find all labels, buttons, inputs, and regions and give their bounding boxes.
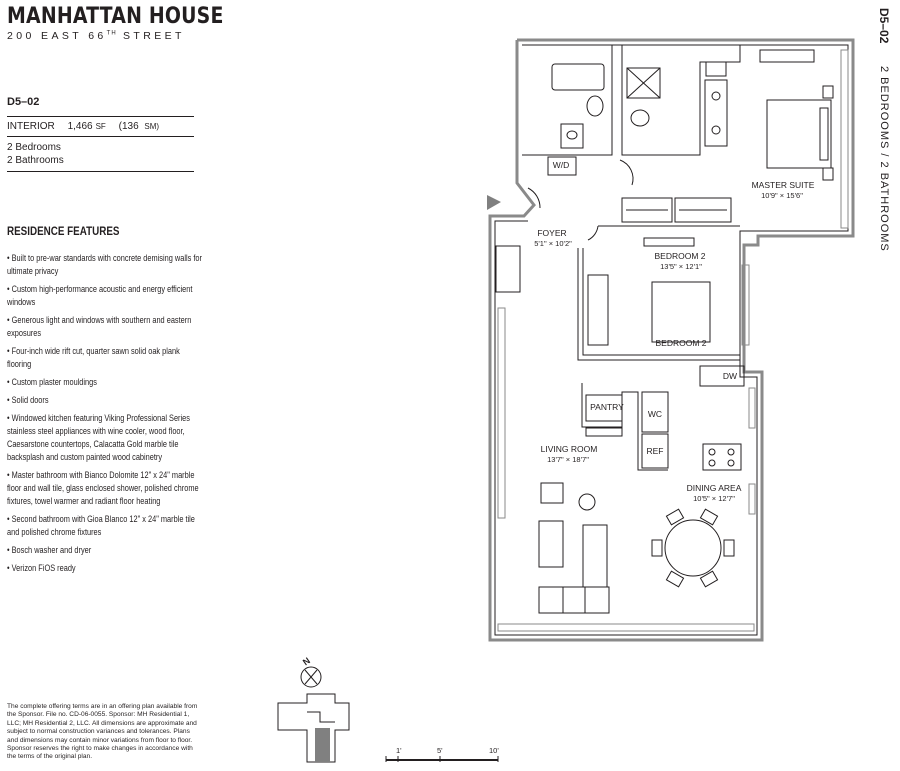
feature-item: • Second bathroom with Gioa Blanco 12" x 24" marble tile and polished chrome fixtures <box>7 514 195 537</box>
bedroom-count: 2 Bedrooms <box>7 142 61 153</box>
unit-code: D5–02 <box>7 96 40 108</box>
wine-cooler-label: WC <box>647 409 663 419</box>
armchair <box>541 483 563 503</box>
divider <box>7 136 194 137</box>
bedroom2-dims: 13'5" × 12'1" <box>660 262 702 271</box>
master-bed <box>760 50 833 180</box>
washer-dryer <box>548 157 576 175</box>
interior-sm-unit: SM) <box>144 122 160 131</box>
features-list <box>7 252 204 580</box>
key-plan <box>278 694 349 762</box>
window <box>498 624 754 631</box>
dishwasher-counter <box>700 366 744 386</box>
feature-item: • Built to pre-war standards with concrete demising walls for ultimate privacy <box>7 253 202 276</box>
closet <box>622 198 672 222</box>
feature-item: • Windowed kitchen featuring Viking Professional Series stainless steel appliances with wine cooler, wood floor, Caesarstone countertops, Calacatta Gold marble tile backsplash and custom painted wood cabinetry <box>7 413 190 462</box>
building-address <box>7 30 185 42</box>
door-swing <box>588 226 598 240</box>
scale-label-10: 10' <box>489 746 499 755</box>
compass <box>301 655 321 687</box>
dining-area-dims: 10'5" × 12'7" <box>693 494 735 503</box>
washer-dryer-label: W/D <box>552 160 570 170</box>
second-bathroom <box>522 45 612 175</box>
feature-item: • Custom high-performance acoustic and energy efficient windows <box>7 284 193 307</box>
legal-disclaimer: The complete offering terms are in an offering plan available from the Sponsor. File no. CD-06-0055. Sponsor: MH Residential 1, LLC; MH Residential 2, LLC. All dimensions are approximate and subject to normal construction variances and tolerances. Plans and dimensions may contain minor variations from floor to floor. Sponsor reserves the right to make changes in accordance with the terms of the original plan. <box>7 703 198 761</box>
double-vanity <box>705 80 727 146</box>
toilet <box>587 96 603 116</box>
master-suite-dims: 10'9" × 15'6" <box>761 191 803 200</box>
dining-set <box>652 509 734 587</box>
sink-vanity <box>561 124 583 148</box>
living-room-label: LIVING ROOM <box>540 444 598 454</box>
closet <box>588 275 608 345</box>
wine-cooler <box>642 392 668 432</box>
range <box>703 444 741 470</box>
refrigerator-label: REF <box>646 446 664 456</box>
side-table <box>579 494 595 510</box>
bedroom2-label: BEDROOM 2 <box>654 251 706 261</box>
linen-closet <box>706 62 726 76</box>
kitchen <box>582 366 744 470</box>
room-count <box>7 141 64 167</box>
features-title: RESIDENCE FEATURES <box>7 224 120 238</box>
key-plan-highlight <box>315 728 330 762</box>
window <box>498 308 505 518</box>
feature-item: • Verizon FiOS ready <box>7 563 76 573</box>
interior-sf-unit: SF <box>95 122 106 131</box>
sofa-sectional <box>539 587 609 613</box>
window <box>742 265 749 345</box>
dining-area-label: DINING AREA <box>686 483 742 493</box>
foyer-closet <box>496 246 520 292</box>
shower <box>627 68 660 98</box>
bedroom-2 <box>578 226 749 360</box>
entry-arrow <box>487 195 501 210</box>
foyer-label: FOYER <box>537 228 567 238</box>
living-furniture <box>539 483 609 613</box>
master-bathroom <box>622 45 740 155</box>
feature-item: • Bosch washer and dryer <box>7 545 92 555</box>
feature-item: • Generous light and windows with southern and eastern exposures <box>7 315 192 338</box>
window <box>841 50 848 228</box>
interior-label: INTERIOR <box>7 121 55 132</box>
dishwasher-label: DW <box>722 371 738 381</box>
pantry-counter <box>586 395 622 421</box>
feature-item: • Solid doors <box>7 395 49 405</box>
dresser <box>760 50 814 62</box>
bathroom-count: 2 Bathrooms <box>7 155 64 166</box>
side-unit-code: D5–02 <box>877 8 891 44</box>
scale-bar <box>386 746 499 762</box>
interior-area <box>7 121 159 132</box>
bathtub <box>552 64 604 90</box>
divider <box>7 171 194 172</box>
exterior-walls <box>490 40 853 640</box>
entry-door <box>528 188 540 208</box>
living-room-dims: 13'7" × 18'7" <box>547 455 589 464</box>
closet <box>675 198 731 222</box>
divider <box>7 116 194 117</box>
sofa <box>583 525 607 587</box>
feature-item: • Master bathroom with Bianco Dolomite 12" x 24" marble floor and wall tile, glass enclosed shower, polished chrome fixtures, towel warmer and radiant floor heating <box>7 470 199 506</box>
master-suite-label: MASTER SUITE <box>751 180 815 190</box>
building-name: MANHATTAN HOUSE <box>7 4 224 29</box>
sink <box>567 131 577 139</box>
scale-label-1: 1' <box>396 746 402 755</box>
pantry-label: PANTRY <box>590 402 624 412</box>
dining-table <box>665 520 721 576</box>
dresser <box>644 238 694 246</box>
address-street: STREET <box>116 30 185 42</box>
address-main: 200 EAST 66 <box>7 30 107 42</box>
side-unit-type: 2 BEDROOMS / 2 BATHROOMS <box>878 66 890 252</box>
coffee-table <box>539 521 563 567</box>
toilet <box>631 110 649 126</box>
door-swing <box>620 160 633 185</box>
interior-sm: (136 <box>118 121 139 132</box>
foyer-dims: 5'1" × 10'2" <box>534 239 572 248</box>
interior-sf: 1,466 <box>67 121 93 132</box>
island-counter <box>586 428 622 436</box>
bedroom2-inner-label: BEDROOM 2 <box>655 338 707 348</box>
scale-label-5: 5' <box>437 746 443 755</box>
window <box>749 388 755 428</box>
bed <box>652 282 710 342</box>
window <box>749 484 755 514</box>
feature-item: • Custom plaster mouldings <box>7 377 97 387</box>
refrigerator <box>642 434 668 468</box>
compass-north: N <box>300 655 312 668</box>
address-ordinal: TH <box>106 30 117 37</box>
feature-item: • Four-inch wide rift cut, quarter sawn solid oak plank flooring <box>7 346 180 369</box>
